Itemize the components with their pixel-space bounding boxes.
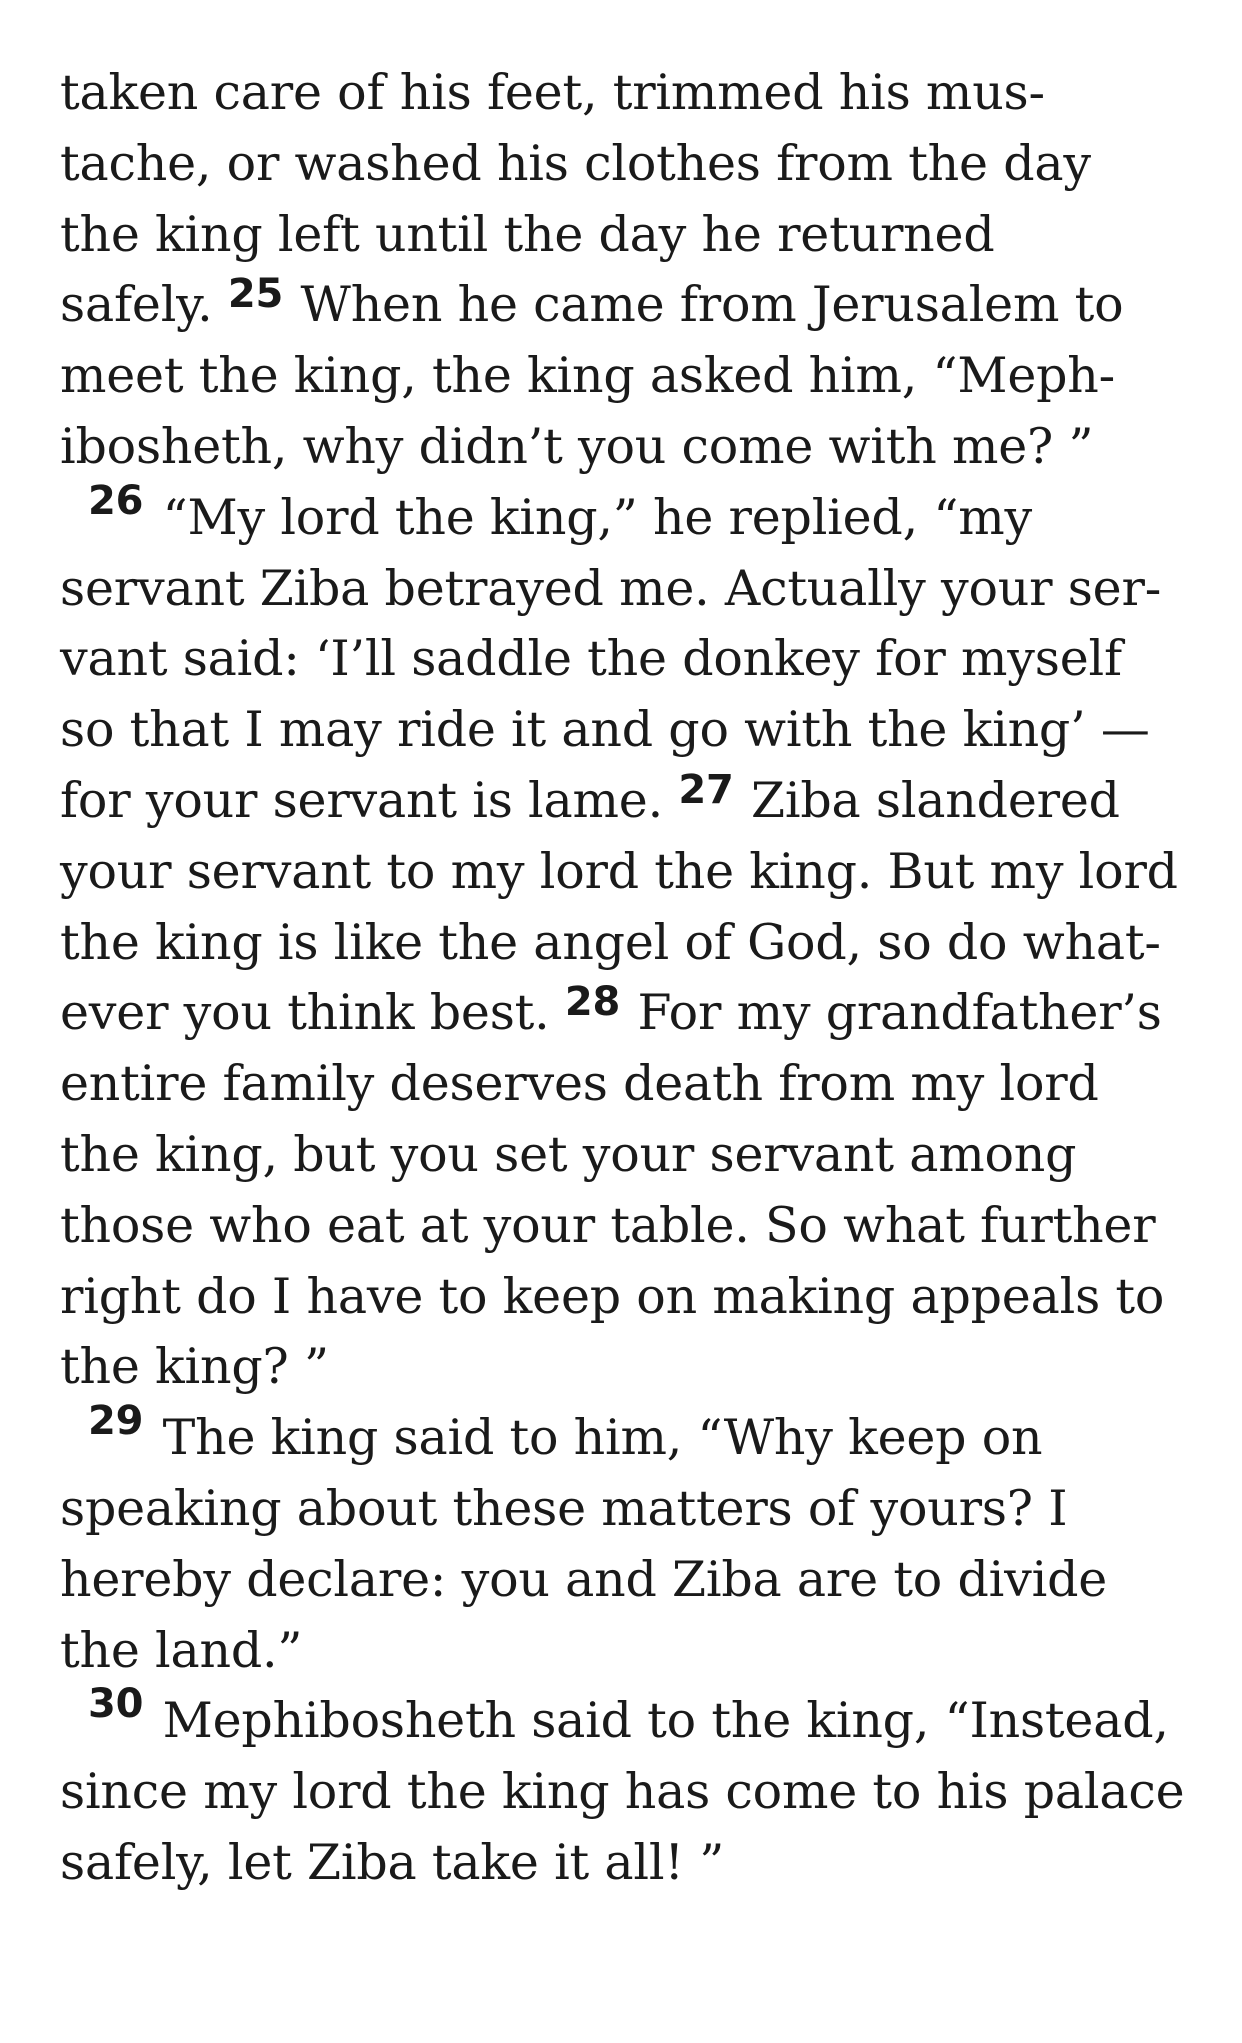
line-text: ever you think best. [60,984,565,1042]
line-text: Ziba slandered [735,771,1120,829]
verse-number: 26 [88,477,144,524]
verse-number: 29 [88,1398,144,1445]
line-text: the king left until the day he returned [60,205,995,263]
line-text: Mephibosheth said to the king, “Instead, [147,1692,1169,1750]
text-line [60,624,1190,695]
text-line [60,1049,1190,1120]
text-line [60,1191,1190,1262]
text-line [60,1332,1190,1403]
text-line [60,341,1190,412]
line-text: ibosheth, why didn’t you come with me? ” [60,417,1094,475]
text-line [60,270,1190,341]
line-text: for your servant is lame. [60,771,679,829]
line-text: the king is like the angel of God, so do what- [60,913,1161,971]
text-line [60,837,1190,908]
line-text: The king said to him, “Why keep on [147,1409,1043,1467]
line-text: safely. [60,276,228,334]
text-line [60,978,1190,1049]
text-line [60,766,1190,837]
line-text: since my lord the king has come to his palace [60,1763,1185,1821]
verse-number: 25 [227,271,284,318]
text-line [60,1757,1190,1828]
line-text: For my grandfather’s [622,984,1162,1042]
line-text: those who eat at your table. So what further [60,1196,1156,1254]
text-line [60,477,1190,554]
line-text: the king? ” [60,1338,329,1396]
text-line [60,412,1190,483]
text-line [60,200,1190,271]
line-text: servant Ziba betrayed me. Actually your ser- [60,559,1162,617]
verse-number: 27 [678,766,734,813]
scripture-page [60,58,1190,1899]
line-text: safely, let Ziba take it all! ” [60,1833,725,1891]
text-line [60,1681,1190,1757]
text-line [60,1545,1190,1616]
text-line [60,1398,1190,1474]
verse-number: 30 [88,1681,144,1728]
line-text: meet the king, the king asked him, “Meph- [60,347,1116,405]
line-text: speaking about these matters of yours? I [60,1479,1068,1537]
text-line [60,1616,1190,1687]
verse-number: 28 [564,979,621,1026]
text-line [60,58,1190,129]
text-line [60,1262,1190,1333]
text-line [60,554,1190,625]
line-text: so that I may ride it and go with the king’ — [60,701,1150,759]
line-text: entire family deserves death from my lord [60,1055,1099,1113]
text-line [60,1120,1190,1191]
text-line [60,908,1190,979]
line-text: the king, but you set your servant among [60,1125,1077,1183]
line-text: “My lord the king,” he replied, “my [147,488,1032,546]
line-text: vant said: ‘I’ll saddle the donkey for myself [60,630,1122,688]
text-line [60,1828,1190,1899]
text-line [60,1474,1190,1545]
text-line [60,129,1190,200]
text-line [60,695,1190,766]
line-text: taken care of his feet, trimmed his mus- [60,64,1045,121]
line-text: When he came from Jerusalem to [285,276,1124,334]
line-text: right do I have to keep on making appeals to [60,1267,1165,1325]
line-text: your servant to my lord the king. But my lord [60,842,1178,900]
line-text: the land.” [60,1621,303,1679]
line-text: hereby declare: you and Ziba are to divide [60,1550,1108,1608]
line-text: tache, or washed his clothes from the day [60,134,1091,192]
